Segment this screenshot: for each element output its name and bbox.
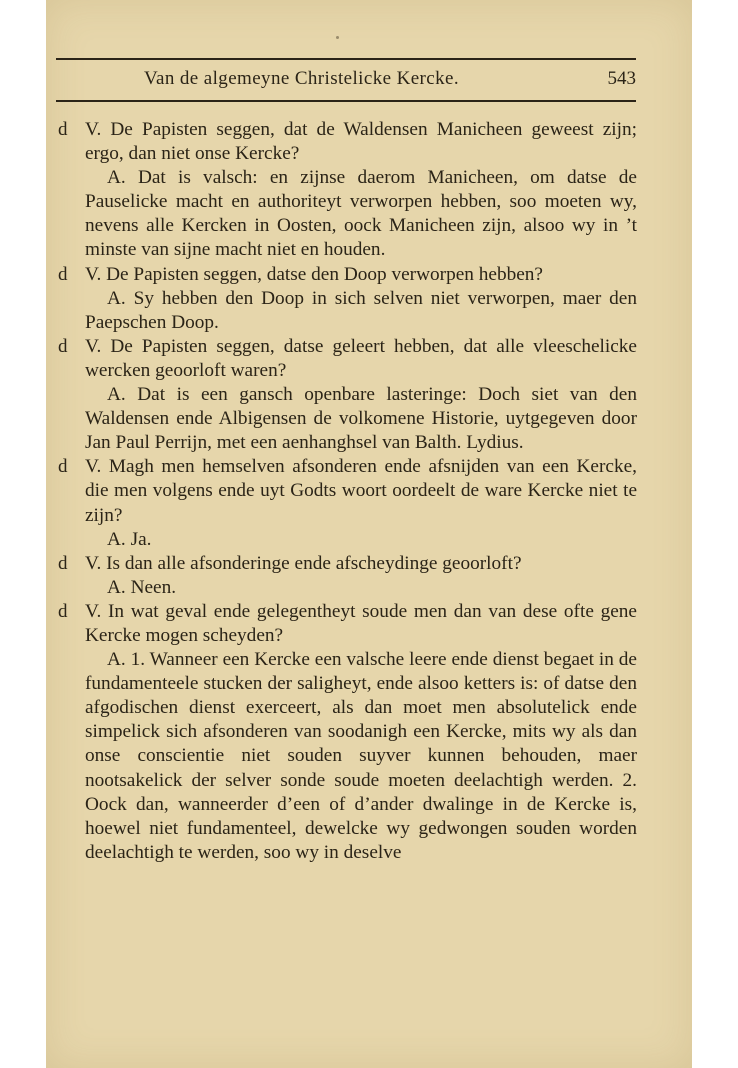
margin-marker: d bbox=[58, 456, 68, 478]
header-rule-bottom bbox=[56, 100, 636, 102]
paragraph-text: A. Sy hebben den Doop in sich selven niet verworpen, maer den Paepschen Doop. bbox=[85, 287, 637, 333]
question-paragraph bbox=[58, 118, 637, 166]
margin-marker: d bbox=[58, 600, 68, 622]
margin-marker: d bbox=[58, 552, 68, 574]
answer-paragraph bbox=[85, 648, 637, 865]
answer-paragraph bbox=[85, 287, 637, 335]
header-rule-top bbox=[56, 58, 636, 60]
running-head bbox=[144, 64, 636, 94]
page-number: 543 bbox=[607, 68, 636, 89]
margin-marker: d bbox=[58, 119, 68, 140]
paragraph-text: A. 1. Wanneer een Kercke een valsche leere ende dienst begaet in de fundamenteele stucken der saligheyt, ende alsoo ketters is: of datse den afgodischen dienst exerceert, als dan moet men absolutelick ende simpelick sich afsonderen van soodanigh een Kercke, mits wy als dan onse conscientie niet souden suyver kunnen behouden, maer nootsakelick der selver sonde soude moeten deelachtigh werden. 2. Oock dan, wanneerder d’een of d’ander dwalinge in de Kercke is, hoewel niet fundamenteel, dewelcke wy gedwongen souden worden deelachtigh te werden, soo wy in deselve bbox=[85, 649, 637, 863]
paragraph-text: V. De Papisten seggen, datse geleert hebben, dat alle vleeschelicke wercken geoorloft waren? bbox=[85, 335, 637, 381]
answer-paragraph bbox=[85, 576, 637, 600]
paragraph-text: V. De Papisten seggen, datse den Doop verworpen hebben? bbox=[85, 263, 543, 285]
margin-marker: d bbox=[58, 335, 68, 357]
question-paragraph bbox=[58, 263, 637, 287]
paper-speck bbox=[336, 36, 339, 39]
book-page bbox=[46, 0, 692, 1068]
question-paragraph bbox=[58, 600, 637, 648]
paragraph-text: A. Ja. bbox=[107, 528, 152, 550]
answer-paragraph bbox=[85, 383, 637, 455]
question-paragraph bbox=[58, 552, 637, 576]
answer-paragraph bbox=[85, 166, 637, 262]
question-paragraph bbox=[58, 455, 637, 527]
answer-paragraph bbox=[85, 528, 637, 552]
paragraph-text: V. De Papisten seggen, dat de Waldensen Manicheen geweest zijn; ergo, dan niet onse Kercke? bbox=[85, 119, 637, 165]
paragraph-text: A. Neen. bbox=[107, 576, 177, 598]
paragraph-text: A. Dat is valsch: en zijnse daerom Manicheen, om datse de Pauselicke macht en authoriteyt verworpen hebben, soo moeten wy, nevens alle Kercken in Oosten, oock Manicheen zijn, alsoo wy in ’t minste van sijne macht niet en houden. bbox=[85, 167, 637, 261]
paragraph-text: V. Magh men hemselven afsonderen ende afsnijden van een Kercke, die men volgens ende uyt Godts woort oordeelt de ware Kercke niet te zijn? bbox=[85, 456, 637, 526]
paragraph-text: A. Dat is een gansch openbare lasteringe: Doch siet van den Waldensen ende Albigensen de volkomene Historie, uytgegeven door Jan Paul Perrijn, met een aenhanghsel van Balth. Lydius. bbox=[85, 384, 637, 454]
page-body bbox=[58, 118, 637, 865]
running-head-title: Van de algemeyne Christelicke Kercke. bbox=[144, 68, 459, 89]
paragraph-text: V. In wat geval ende gelegentheyt soude men dan van dese ofte gene Kercke mogen scheyden? bbox=[85, 600, 637, 646]
paragraph-text: V. Is dan alle afsonderinge ende afscheydinge geoorloft? bbox=[85, 552, 522, 574]
margin-marker: d bbox=[58, 263, 68, 285]
question-paragraph bbox=[58, 335, 637, 383]
